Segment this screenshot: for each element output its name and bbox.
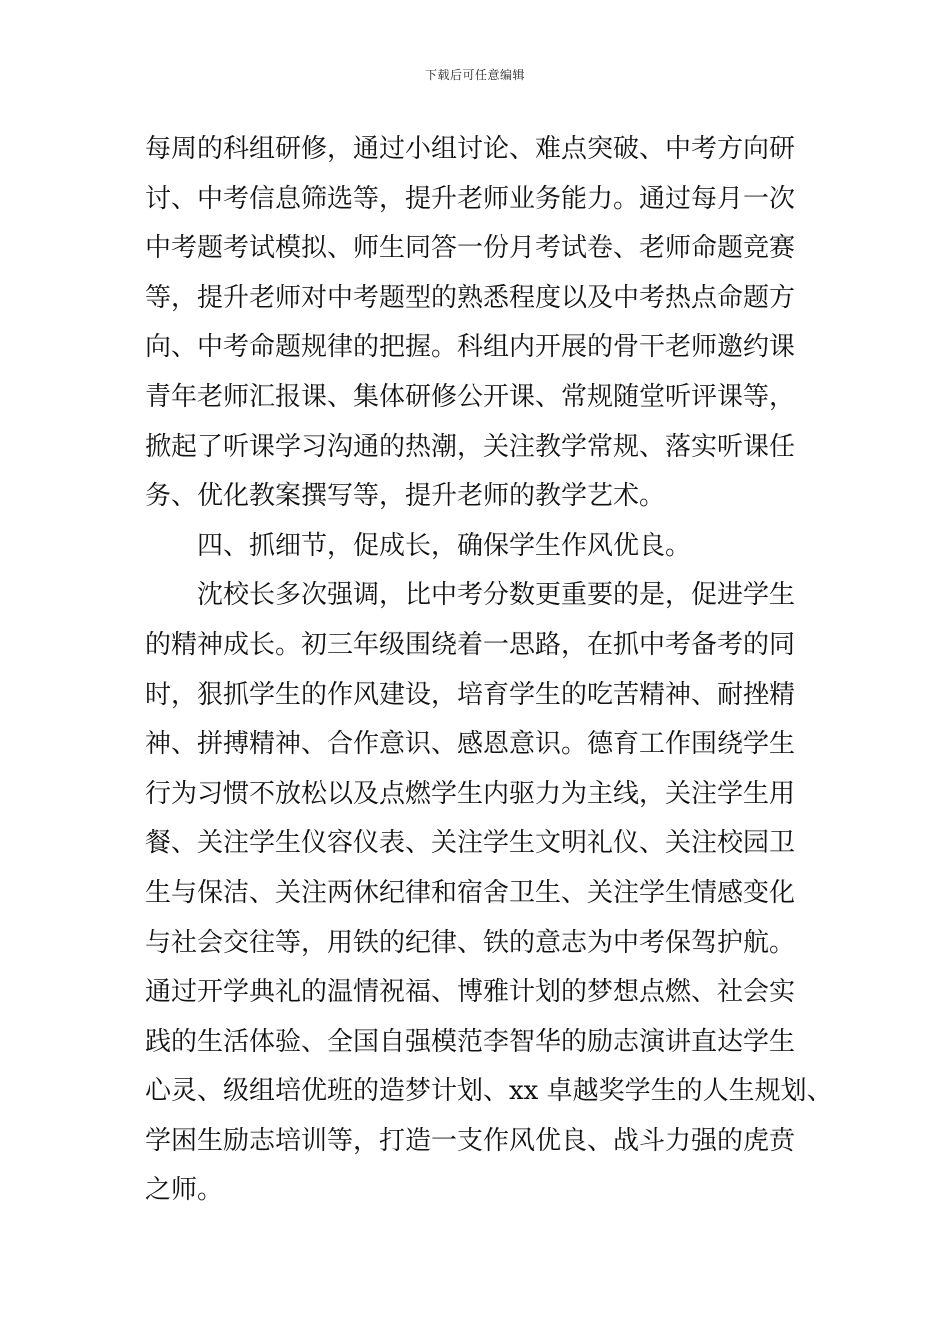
text-line: 等，提升老师对中考题型的熟悉程度以及中考热点命题方 — [145, 282, 796, 313]
paragraph-start-line: 沈校长多次强调，比中考分数更重要的是，促进学生 — [197, 580, 796, 611]
text-line: 向、中考命题规律的把握。科组内开展的骨干老师邀约课 — [145, 332, 796, 363]
text-line: 青年老师汇报课、集体研修公开课、常规随堂听评课等， — [145, 381, 796, 412]
text-line: 行为习惯不放松以及点燃学生内驱力为主线，关注学生用 — [145, 778, 796, 809]
text-line: 与社会交往等，用铁的纪律、铁的意志为中考保驾护航。 — [145, 927, 796, 958]
text-line: 学困生励志培训等，打造一支作风优良、战斗力强的虎贲 — [145, 1125, 796, 1156]
text-line: 掀起了听课学习沟通的热潮，关注教学常规、落实听课任 — [145, 431, 796, 462]
text-line: 讨、中考信息筛选等，提升老师业务能力。通过每月一次 — [145, 183, 796, 214]
text-line: 心灵、级组培优班的造梦计划、xx 卓越奖学生的人生规划、 — [145, 1076, 833, 1107]
text-line: 之师。 — [145, 1175, 224, 1206]
text-line: 生与保洁、关注两休纪律和宿舍卫生、关注学生情感变化 — [145, 877, 796, 908]
text-line: 神、拼搏精神、合作意识、感恩意识。德育工作围绕学生 — [145, 729, 796, 760]
text-line: 餐、关注学生仪容仪表、关注学生文明礼仪、关注校园卫 — [145, 828, 796, 859]
text-line: 践的生活体验、全国自强模范李智华的励志演讲直达学生 — [145, 1026, 796, 1057]
text-line: 时，狠抓学生的作风建设，培育学生的吃苦精神、耐挫精 — [145, 679, 796, 710]
document-body — [145, 125, 833, 1216]
text-line: 务、优化教案撰写等，提升老师的教学艺术。 — [145, 481, 666, 512]
page-header: 下载后可任意编辑 — [424, 68, 525, 82]
text-line: 的精神成长。初三年级围绕着一思路，在抓中考备考的同 — [145, 629, 796, 660]
text-line: 通过开学典礼的温情祝福、博雅计划的梦想点燃、社会实 — [145, 977, 796, 1008]
text-line: 每周的科组研修，通过小组讨论、难点突破、中考方向研 — [145, 134, 796, 164]
text-line: 中考题考试模拟、师生同答一份月考试卷、老师命题竞赛 — [145, 233, 796, 264]
section-heading: 四、抓细节，促成长，确保学生作风优良。 — [197, 530, 692, 561]
